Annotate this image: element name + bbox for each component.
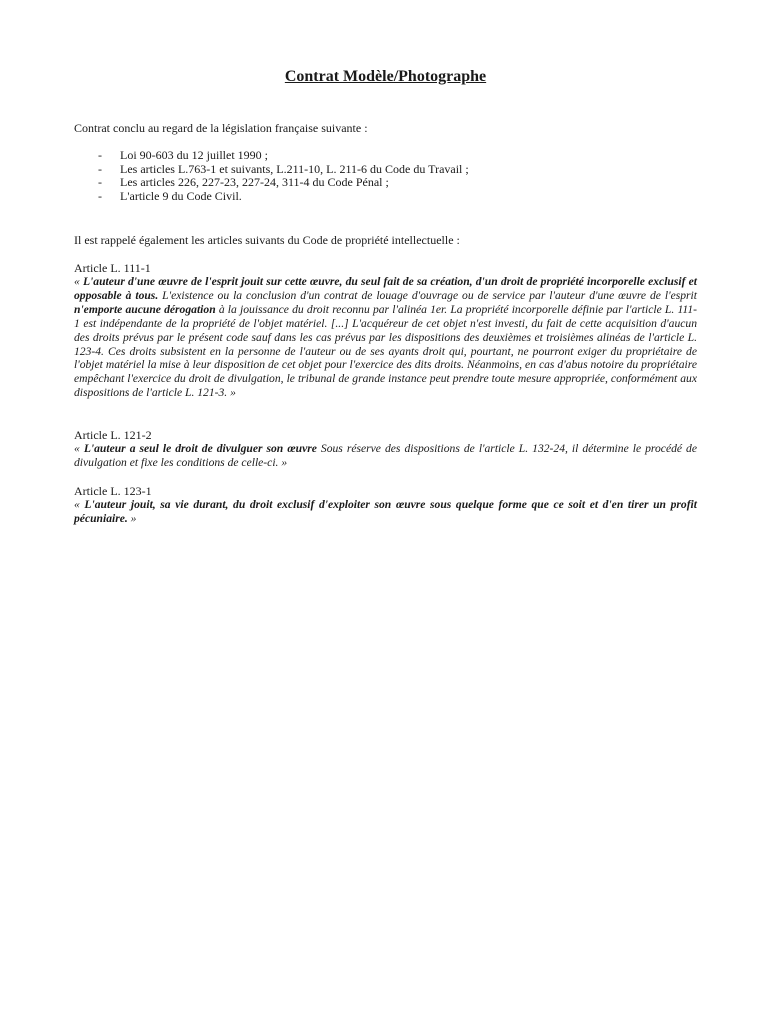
open-quote: « xyxy=(74,275,83,288)
list-item-text: Les articles 226, 227-23, 227-24, 311-4 du Code Pénal ; xyxy=(120,175,389,189)
article-l111-1 xyxy=(74,261,697,400)
list-item xyxy=(74,176,469,190)
article-l121-2 xyxy=(74,428,697,470)
article-title: Article L. 123-1 xyxy=(74,484,152,498)
list-item xyxy=(74,190,469,204)
article-text: à la jouissance du droit reconnu par l'alinéa 1er. La propriété incorporelle définie par l'article L. 111-1 est indépendante de la propriété de l'objet matériel. [...] L'acquéreur de cet objet n'est investi, du fait de cette acquisition d'aucun des droits prévus par le présent code sauf dans les cas prévus par les dispositions des deuxièmes et troisièmes alinéas de l'article L. 123-4. Ces droits subsistent en la personne de l'auteur ou de ses ayants droit qui, pourtant, ne pourront exiger du propriétaire de l'objet matériel la mise à leur disposition de cet objet pour l'exercice des dits droits. Néanmoins, en cas d'abus notoire du propriétaire empêchant l'exercice du droit de divulgation, le tribunal de grande instance peut prendre toute mesure appropriée, conformément aux dispositions de l'article L. 121-3. » xyxy=(74,302,697,400)
article-text: L'existence ou la conclusion d'un contrat de louage d'ouvrage ou de service par l'auteur d'une œuvre de l'esprit xyxy=(158,288,697,302)
list-item xyxy=(74,163,469,177)
intro-text: Contrat conclu au regard de la législation française suivante : xyxy=(74,121,368,135)
list-item-text: Loi 90-603 du 12 juillet 1990 ; xyxy=(120,148,268,162)
article-emphasis: L'auteur a seul le droit de divulguer son œuvre xyxy=(83,442,317,455)
article-emphasis: L'auteur jouit, sa vie durant, du droit exclusif d'exploiter son œuvre sous quelque forme que ce soit et d'en tirer un profit pécuniaire. xyxy=(74,498,697,525)
law-list xyxy=(74,149,469,203)
open-quote: « xyxy=(74,442,84,455)
article-body xyxy=(74,498,697,526)
list-marker: - xyxy=(98,175,102,189)
list-item-text: L'article 9 du Code Civil. xyxy=(120,188,242,203)
list-marker: - xyxy=(98,148,102,162)
open-quote: « xyxy=(74,498,85,511)
article-text: » xyxy=(127,511,137,525)
article-emphasis: n'emporte aucune dérogation xyxy=(74,302,216,316)
article-text: Sous réserve des dispositions de l'article L. 132-24, il détermine le procédé de divulgation et fixe les conditions de celle-ci. » xyxy=(74,442,697,469)
list-marker: - xyxy=(98,188,102,203)
article-emphasis: L'auteur d'une œuvre de l'esprit jouit sur cette œuvre, du seul fait de sa création, d'un droit de propriété incorporelle exclusif et opposable à tous. xyxy=(74,275,697,302)
article-body xyxy=(74,442,697,470)
page-title: Contrat Modèle/Photographe xyxy=(284,68,487,85)
list-item-text: Les articles L.763-1 et suivants, L.211-10, L. 211-6 du Code du Travail ; xyxy=(120,161,469,176)
reminder-text: Il est rappelé également les articles suivants du Code de propriété intellectuelle : xyxy=(74,233,460,247)
article-title: Article L. 111-1 xyxy=(74,261,151,275)
list-item xyxy=(74,149,469,163)
article-l123-1 xyxy=(74,484,697,526)
list-marker: - xyxy=(98,161,102,176)
article-title: Article L. 121-2 xyxy=(74,428,152,442)
article-body xyxy=(74,275,697,400)
